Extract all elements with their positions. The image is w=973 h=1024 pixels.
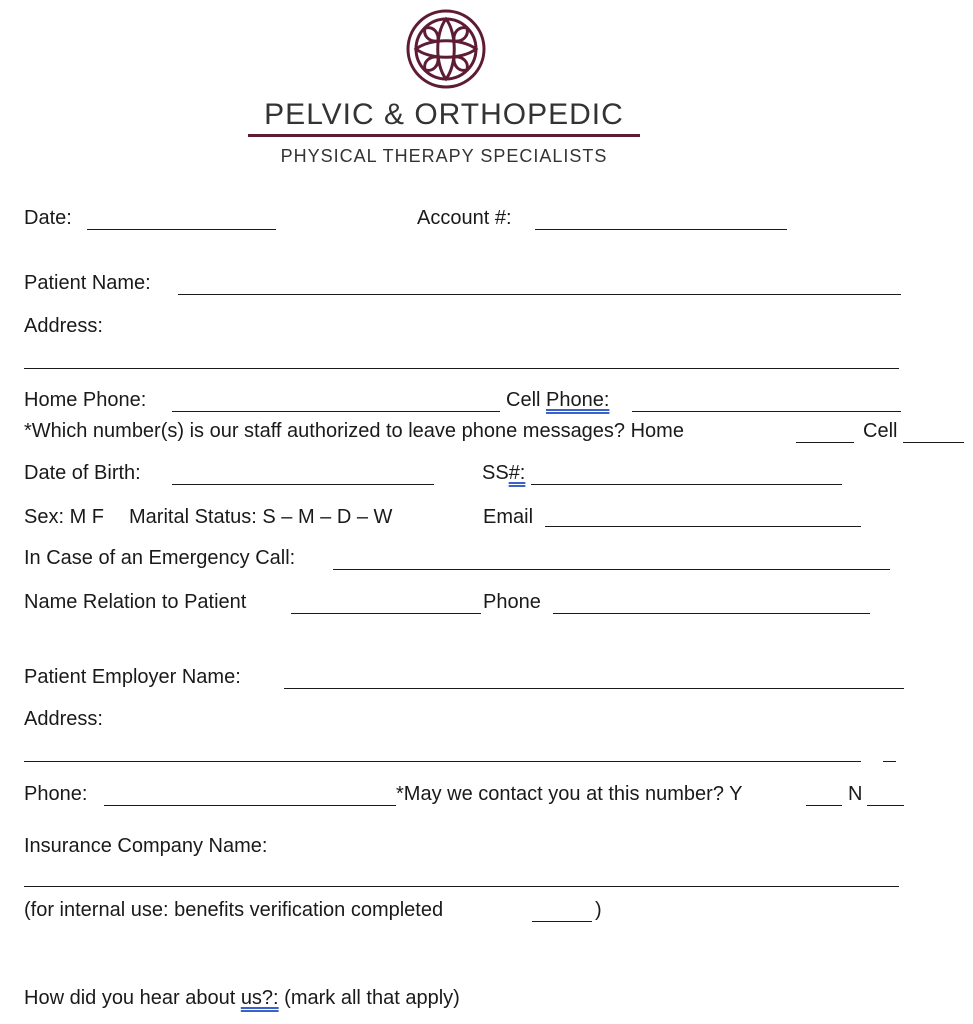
message-home-field[interactable]: [796, 442, 854, 443]
emergency-phone-field[interactable]: [553, 613, 870, 614]
patient-name-field[interactable]: [178, 294, 901, 295]
email-label: Email: [483, 506, 534, 528]
internal-use-close: ): [595, 899, 602, 921]
employer-phone-label: Phone:: [24, 783, 88, 805]
ss-label: SS#:: [482, 462, 526, 484]
dob-label: Date of Birth:: [24, 462, 141, 484]
message-question: *Which number(s) is our staff authorized to leave phone messages? Home: [24, 420, 684, 442]
hear-about-label: How did you hear about us?: (mark all that apply): [24, 987, 460, 1009]
insurance-label: Insurance Company Name:: [24, 835, 268, 857]
account-label: Account #:: [417, 207, 512, 229]
cell-phone-field[interactable]: [632, 411, 901, 412]
date-field[interactable]: [87, 229, 276, 230]
contact-no-label: N: [848, 783, 863, 805]
patient-name-label: Patient Name:: [24, 272, 151, 294]
account-field[interactable]: [535, 229, 787, 230]
contact-yes-field[interactable]: [806, 805, 842, 806]
home-phone-field[interactable]: [172, 411, 500, 412]
employer-address-label: Address:: [24, 708, 103, 730]
internal-use-field[interactable]: [532, 921, 592, 922]
emergency-phone-label: Phone: [483, 591, 541, 613]
address-field[interactable]: [24, 368, 899, 369]
dob-field[interactable]: [172, 484, 434, 485]
message-cell-field[interactable]: [903, 442, 964, 443]
relation-label: Name Relation to Patient: [24, 591, 247, 613]
email-field[interactable]: [545, 526, 861, 527]
relation-field[interactable]: [291, 613, 481, 614]
contact-no-field[interactable]: [867, 805, 904, 806]
marital-status-label: Marital Status: S – M – D – W: [129, 506, 393, 528]
contact-question: *May we contact you at this number? Y: [396, 783, 743, 805]
brand-name: PELVIC & ORTHOPEDIC: [264, 98, 624, 131]
ss-field[interactable]: [531, 484, 842, 485]
celtic-knot-logo-icon: [405, 8, 487, 90]
date-label: Date:: [24, 207, 72, 229]
message-cell-label: Cell: [863, 420, 898, 442]
employer-field[interactable]: [284, 688, 904, 689]
brand-divider: [248, 134, 640, 137]
brand-tagline: PHYSICAL THERAPY SPECIALISTS: [280, 146, 608, 166]
home-phone-label: Home Phone:: [24, 389, 147, 411]
employer-phone-field[interactable]: [104, 805, 396, 806]
employer-label: Patient Employer Name:: [24, 666, 241, 688]
internal-use-label: (for internal use: benefits verification completed: [24, 899, 444, 921]
employer-address-field[interactable]: [24, 761, 861, 762]
emergency-field[interactable]: [333, 569, 890, 570]
employer-address-extra-field[interactable]: [883, 761, 896, 762]
cell-phone-label: Cell Phone:: [506, 389, 610, 411]
sex-label: Sex: M F: [24, 506, 105, 528]
emergency-label: In Case of an Emergency Call:: [24, 547, 296, 569]
insurance-field[interactable]: [24, 886, 899, 887]
address-label: Address:: [24, 315, 103, 337]
